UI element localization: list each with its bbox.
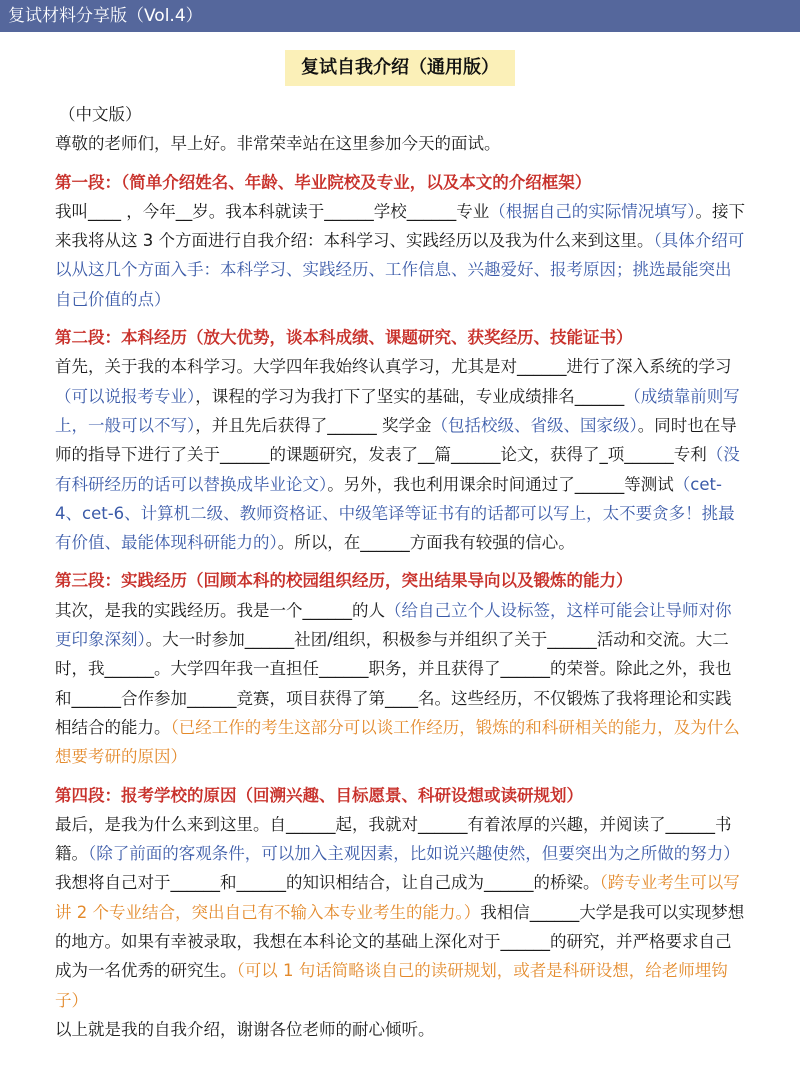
section-4 bbox=[55, 781, 745, 1045]
version-label: （中文版） bbox=[59, 105, 142, 124]
title-area bbox=[0, 50, 800, 94]
document-body bbox=[55, 100, 745, 1044]
blue-note: （具体介绍可以从这几个方面入手：本科学习、实践经历、工作信息、兴趣爱好、报考原因；挑选最能突出自己价值的点） bbox=[55, 231, 745, 309]
blue-note: （成绩靠前则写上，一般可以不写） bbox=[55, 386, 740, 435]
blue-note: （给自己立个人设标签，这样可能会让导师对你更印象深刻） bbox=[55, 600, 732, 650]
document-title: 复试自我介绍（通用版） bbox=[285, 50, 515, 86]
body-text: 首先，关于我的本科学习。大学四年我始终认真学习，尤其是对______进行了深入系统的学习 bbox=[55, 357, 732, 377]
body-text: 。同时也在导师的指导下进行了关于______的课题研究，发表了__篇______论文，获得了_项______专利 bbox=[55, 415, 737, 465]
blue-note: （没有科研经历的话可以替换成毕业论文） bbox=[55, 445, 740, 494]
section-heading: 第三段：实践经历（回顾本科的校园组织经历，突出结果导向以及锻炼的能力） bbox=[55, 571, 633, 591]
orange-note: （跨专业考生可以写讲 2 个专业结合，突出自己有不输入本专业考生的能力。） bbox=[55, 873, 740, 922]
body-text: 。接下来我将从这 3 个方面进行自我介绍：本科学习、实践经历以及我为什么来到这里。 bbox=[55, 201, 745, 251]
body-text: 。所以，在______方面我有较强的信心。 bbox=[277, 533, 575, 553]
body-text: 其次，是我的实践经历。我是一个______的人 bbox=[55, 600, 385, 620]
top-banner bbox=[0, 0, 800, 32]
section-heading: 第四段：报考学校的原因（回溯兴趣、目标愿景、科研设想或读研规划） bbox=[55, 785, 583, 805]
blue-note: （除了前面的客观条件，可以加入主观因素，比如说兴趣使然，但要突出为之所做的努力） bbox=[88, 844, 740, 864]
banner-title: 复试材料分享版（Vol.4） bbox=[8, 6, 203, 26]
body-text: ，并且先后获得了______ 奖学金 bbox=[195, 415, 432, 435]
body-text: 我想将自己对于______和______的知识相结合，让自己成为______的桥梁。 bbox=[55, 873, 600, 893]
blue-note: （可以说报考专业） bbox=[55, 386, 196, 406]
section-text bbox=[55, 596, 745, 772]
orange-note: （可以 1 句话简略谈自己的读研规划，或者是科研设想，给老师埋钩子） bbox=[55, 961, 728, 1010]
section-heading: 第一段：（简单介绍姓名、年龄、毕业院校及专业，以及本文的介绍框架） bbox=[55, 172, 592, 192]
section-2 bbox=[55, 323, 745, 557]
closing-text: 以上就是我的自我介绍，谢谢各位老师的耐心倾听。 bbox=[55, 1019, 435, 1039]
section-text bbox=[55, 197, 745, 314]
blue-note: （cet-4、cet-6、计算机二级、教师资格证、中级笔译等证书有的话都可以写上，太不要贪多！挑最有价值、最能体现科研能力的） bbox=[55, 474, 735, 553]
blue-note: （包括校级、省级、国家级） bbox=[431, 415, 638, 435]
body-text: 我相信______大学是我可以实现梦想的地方。如果有幸被录取，我想在本科论文的基础上深化对于______的研究，并严格要求自己成为一名优秀的研究生。 bbox=[55, 902, 745, 981]
orange-note: （已经工作的考生这部分可以谈工作经历，锻炼的和科研相关的能力，及为什么想要考研的原因） bbox=[55, 717, 740, 767]
body-text: 。另外，我也利用课余时间通过了______等测试 bbox=[327, 474, 674, 494]
body-text: ，课程的学习为我打下了坚实的基础，专业成绩排名______ bbox=[195, 386, 625, 406]
greeting: 尊敬的老师们，早上好。非常荣幸站在这里参加今天的面试。 bbox=[55, 134, 501, 154]
body-text: 。大一时参加______社团/组织，积极参与并组织了关于______活动和交流。大二时，我______。大学四年我一直担任______职务，并且获得了______的荣誉。除此之外，我也和______合作参加______竞赛，项目获得了第____名。这些经历，不仅锻炼了我将理论和实践相结合的能力。 bbox=[55, 630, 732, 737]
section-1 bbox=[55, 168, 745, 314]
body-text: 最后，是我为什么来到这里。自______起，我就对______有着浓厚的兴趣，并阅读了______书籍。 bbox=[55, 814, 732, 864]
section-heading: 第二段：本科经历（放大优势，谈本科成绩、课题研究、获奖经历、技能证书） bbox=[55, 328, 633, 348]
section-text bbox=[55, 352, 745, 557]
body-text: 我叫____ ，今年__岁。我本科就读于______学校______专业 bbox=[55, 201, 490, 221]
section-text bbox=[55, 810, 745, 1015]
section-3 bbox=[55, 566, 745, 771]
blue-note: （根据自己的实际情况填写） bbox=[489, 201, 696, 221]
